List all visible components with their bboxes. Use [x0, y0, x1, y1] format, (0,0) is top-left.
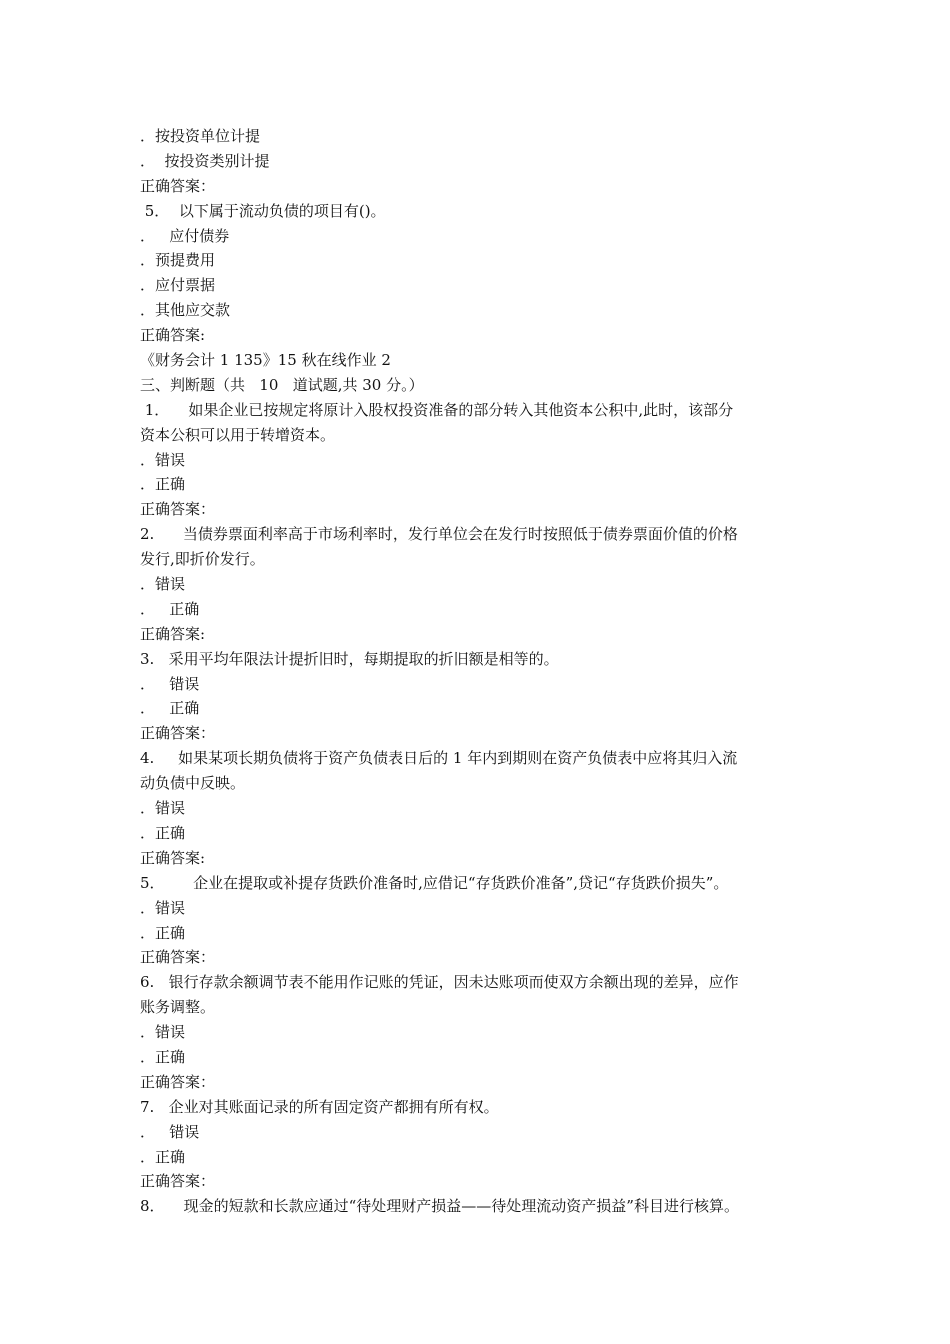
answer-line: 正确答案: [140, 326, 206, 345]
option-line: ．错误 [140, 575, 186, 594]
option-line: ．错误 [140, 898, 186, 917]
document-body [140, 124, 830, 1219]
option-line: ．应付票据 [140, 276, 216, 295]
option-line: ．正确 [140, 1147, 186, 1166]
answer-line: 正确答案： [140, 1172, 216, 1191]
option-line: ．正确 [140, 475, 186, 494]
answer-line: 正确答案： [140, 724, 216, 743]
option-line: ．其他应交款 [140, 301, 231, 320]
answer-line: 正确答案: [140, 624, 206, 643]
question-line: 5． 以下属于流动负债的项目有()。 [140, 201, 386, 220]
question-line: 账务调整。 [140, 998, 216, 1017]
option-line: ． 按投资类别计提 [140, 151, 270, 170]
option-line: ．预提费用 [140, 251, 216, 270]
question-line: 8． 现金的短款和长款应通过“待处理财产损益——待处理流动资产损益”科目进行核算。 [140, 1197, 739, 1216]
answer-line: 正确答案： [140, 1072, 216, 1091]
question-line: 资本公积可以用于转增资本。 [140, 425, 336, 444]
option-line: ． 错误 [140, 674, 200, 693]
question-line: 6. 银行存款余额调节表不能用作记账的凭证，因未达账项而使双方余额出现的差异，应作 [140, 973, 739, 992]
question-line: 7. 企业对其账面记录的所有固定资产都拥有所有权。 [140, 1097, 499, 1116]
option-line: ．正确 [140, 823, 186, 842]
option-line: ． 正确 [140, 599, 200, 618]
question-line: 发行,即折价发行。 [140, 550, 265, 569]
question-line: 动负债中反映。 [140, 774, 246, 793]
answer-line: 正确答案： [140, 176, 216, 195]
option-line: ．错误 [140, 450, 186, 469]
option-line: ． 错误 [140, 1122, 200, 1141]
question-line: 3. 采用平均年限法计提折旧时，每期提取的折旧额是相等的。 [140, 649, 559, 668]
option-line: ． 正确 [140, 699, 200, 718]
option-line: ．按投资单位计提 [140, 127, 261, 145]
option-line: ． 应付债券 [140, 226, 230, 245]
question-line: 1． 如果企业已按规定将原计入股权投资准备的部分转入其他资本公积中,此时，该部分 [140, 400, 734, 419]
option-line: ．正确 [140, 1047, 186, 1066]
question-line: 2. 当债券票面利率高于市场利率时，发行单位会在发行时按照低于债券票面价值的价格 [140, 525, 738, 544]
option-line: ．错误 [140, 799, 186, 818]
answer-line: 正确答案： [140, 948, 216, 967]
option-line: ．错误 [140, 1023, 186, 1042]
answer-line: 正确答案： [140, 500, 216, 519]
answer-line: 正确答案: [140, 848, 206, 867]
question-line: 4. 如果某项长期负债将于资产负债表日后的 1 年内到期则在资产负债表中应将其归入流 [140, 749, 738, 768]
section-title: 《财务会计 1 135》15 秋在线作业 2 [140, 351, 391, 370]
section-heading: 三、判断题（共 10 道试题,共 30 分。） [140, 375, 424, 394]
question-line: 5． 企业在提取或补提存货跌价准备时,应借记“存货跌价准备”,贷记“存货跌价损失”。 [140, 873, 729, 892]
option-line: ．正确 [140, 923, 186, 942]
